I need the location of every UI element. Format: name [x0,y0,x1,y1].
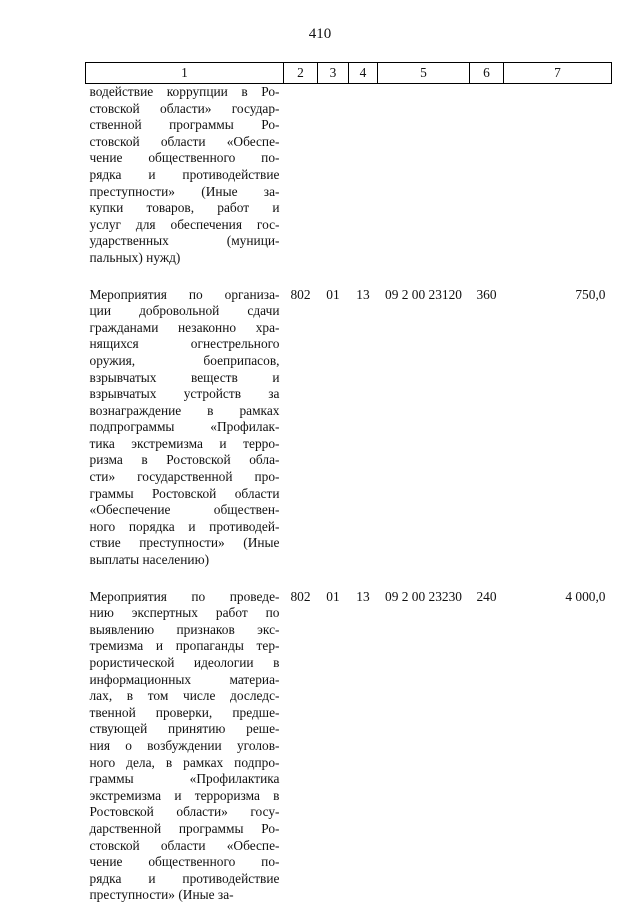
row-spacer [86,267,612,287]
column-header: 2 [284,63,318,84]
spacer-cell [86,569,612,589]
expense-name-line: водействие коррупции в Ро- [89,84,280,99]
expense-name-line: купки товаров, работ и [89,200,280,216]
expense-name-line: подпрограммы «Профилак- [89,419,280,435]
section-code-cell: 01 [326,588,340,604]
expense-name-line: тремизма и пропаганды тер- [89,638,280,654]
expense-name-line: нящихся огнестрельного [89,336,280,352]
row-spacer [86,569,612,589]
expense-name-line: оружия, боеприпасов, [89,352,280,368]
expense-name-line: чение общественного по- [89,854,280,870]
table-header-row [86,63,612,84]
expense-name-line: сти» государственной про- [89,469,280,485]
expense-name-line: нию экспертных работ по [89,605,280,621]
expense-type-cell: 240 [476,588,497,604]
table-row [86,287,612,569]
target-article-cell: 09 2 00 23230 [385,588,462,604]
subsection-code-cell: 13 [356,286,370,302]
column-header: 1 [86,63,284,84]
expense-name-line: ния о возбуждении уголов- [89,737,280,753]
expense-name-line: лах, в том числе доследс- [89,688,280,704]
expense-name-line: ного порядка и противодей- [89,518,280,534]
table-body [86,84,612,904]
target-article-cell [378,84,470,267]
expense-name-line: Ростовской области» госу- [89,804,280,820]
expense-name-line: рядка и противодействие [89,166,280,182]
ministry-code-cell: 802 [290,588,311,604]
ministry-code-cell: 802 [290,286,311,302]
expense-name-line: ризма в Ростовской обла- [89,452,280,468]
ministry-code-cell [284,84,318,267]
expense-name-line: рядка и противодействие [89,870,280,886]
budget-table [85,62,612,904]
section-code-cell [318,84,349,267]
expense-name-line: рористической идеологии в [89,655,280,670]
expense-name-line: преступности» (Иные за- [89,887,234,903]
expense-name-line: «Обеспечение обществен- [89,502,280,518]
page-number: 410 [308,26,332,42]
expense-name-line: ствие преступности» (Иные [89,535,280,551]
amount-cell [504,84,612,267]
table-row [86,589,612,904]
expense-name-line: вознаграждение в рамках [89,402,280,418]
column-header: 4 [349,63,378,84]
expense-name-line: граммы Ростовской области [89,485,280,501]
expense-type-cell [470,84,504,267]
expense-name-line: дарственной программы Ро- [89,820,280,836]
amount-cell: 750,0 [575,286,606,302]
expense-name-line: ударственных (муници- [89,233,280,249]
subsection-code-cell [349,84,378,267]
expense-name-line: выявлению признаков экс- [89,621,280,637]
amount-cell: 4 000,0 [565,588,606,604]
expense-name-line: ции добровольной сдачи [89,303,280,319]
expense-name-line: Мероприятия по организа- [89,286,280,302]
expense-name-line: Мероприятия по проведе- [89,588,280,604]
expense-name-line: стовской области «Обеспе- [89,837,280,853]
expense-type-cell: 360 [476,286,497,302]
expense-name-line: ствующей принятию реше- [89,721,280,737]
column-header: 7 [504,63,612,84]
expense-name-cell [86,287,284,569]
expense-name-line: услуг для обеспечения гос- [89,216,280,232]
expense-name-line: взрывчатых устройств за [89,386,280,402]
expense-name-line: ственной программы Ро- [89,117,280,133]
expense-name-line: пальных) нужд) [89,249,181,265]
expense-name-line: взрывчатых веществ и [89,369,280,385]
expense-name-cell [86,589,284,904]
spacer-cell [86,267,612,287]
expense-name-line: экстремизма и терроризма в [89,787,280,803]
expense-name-line: тика экстремизма и терро- [89,435,280,451]
expense-name-line: чение общественного по- [89,150,280,166]
section-code-cell: 01 [326,286,340,302]
expense-name-line: ного дела, в рамках подпро- [89,754,280,770]
expense-name-line: преступности» (Иные за- [89,183,280,199]
column-header: 3 [318,63,349,84]
expense-name-cell [86,84,284,267]
subsection-code-cell: 13 [356,588,370,604]
expense-name-line: выплаты населению) [89,552,210,568]
expense-name-line: информационных материа- [89,671,280,687]
expense-name-line: гражданами незаконно хра- [89,319,280,335]
column-header: 5 [378,63,470,84]
table-row [86,84,612,267]
expense-name-line: стовской области «Обеспе- [89,133,280,149]
column-header: 6 [470,63,504,84]
expense-name-line: твенной проверки, предше- [89,704,280,720]
expense-name-line: граммы «Профилактика [89,771,280,787]
target-article-cell: 09 2 00 23120 [385,286,462,302]
expense-name-line: стовской области» государ- [89,100,280,116]
